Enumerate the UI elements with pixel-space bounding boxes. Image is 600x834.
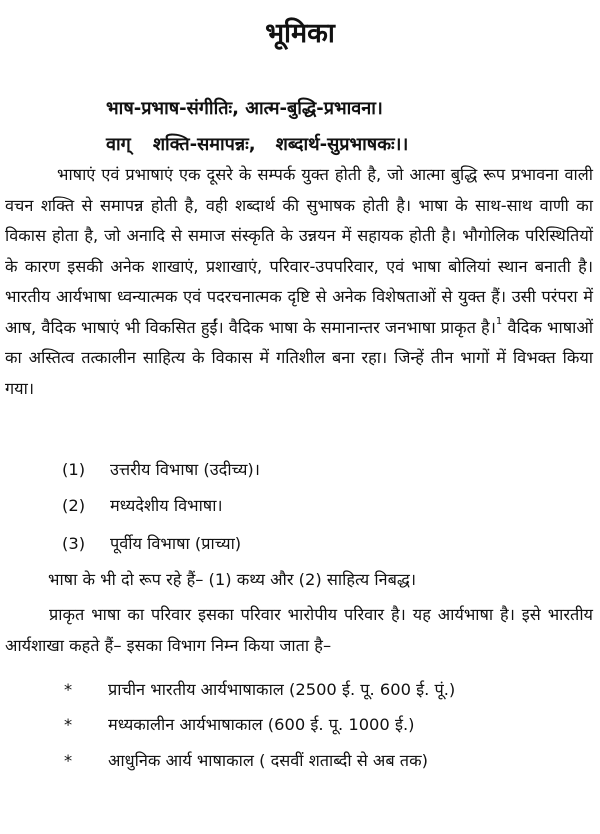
footnote-reference: 1 (495, 315, 503, 327)
period-text: मध्यकालीन आर्यभाषाकाल (600 ई. पू. 1000 ई.) (108, 715, 415, 734)
division-item (62, 493, 223, 519)
two-forms-line: भाषा के भी दो रूप रहे हैं– (1) कथ्य और (2) साहित्य निबद्ध। (48, 570, 417, 589)
division-text: पूर्वीय विभाषा (प्राच्या) (110, 534, 242, 553)
page-title: भूमिका (265, 18, 335, 49)
verse-line-2-part-2: शक्ति-समापन्नः, (152, 134, 256, 155)
verse-line-2 (106, 132, 408, 158)
division-text: मध्यदेशीय विभाषा। (110, 496, 223, 515)
period-item (58, 748, 428, 774)
period-item (58, 712, 414, 738)
division-number: (1) (62, 460, 86, 479)
division-number: (2) (62, 496, 86, 515)
verse-line-2-part-1: वाग् (106, 134, 131, 155)
division-number: (3) (62, 534, 86, 553)
division-item (62, 457, 260, 483)
intro-paragraph-text: भाषाएं एवं प्रभाषाएं एक दूसरे के सम्पर्क युक्त होती है, जो आत्मा बुद्धि रूप प्रभावना वाली वचन शक्ति से समापन्न होती है, वही शब्दार्थ की सुभाषक होती है। भाषा के साथ-साथ वाणी का विकास होता है, जो अनादि से समाज संस्कृति के उन्नयन में सहायक होती है। भौगोलिक परिस्थितियों के कारण इसकी अनेक शाखाएं, प्रशाखाएं, परिवार-उपपरिवार, एवं भाषा बोलियां स्थान बनाती है। भारतीय आर्यभाषा ध्वन्यात्मक एवं पदरचनात्मक दृष्टि से अनेक विशेषताओं से युक्त हैं। उसी परंपरा में आष, वैदिक भाषाएं भी विकसित हुईं। वैदिक भाषा के समानान्तर जनभाषा प्राकृत है। (5, 165, 593, 337)
verse-line-1: भाष-प्रभाष-संगीतिः, आत्म-बुद्धि-प्रभावना। (106, 98, 383, 119)
asterisk-bullet: * (64, 680, 73, 699)
verse-line-2-part-3: शब्दार्थ-सुप्रभाषकः।। (275, 134, 409, 155)
intro-paragraph (5, 160, 593, 404)
division-item (62, 531, 241, 557)
asterisk-bullet: * (64, 751, 73, 770)
period-item (58, 677, 455, 703)
family-paragraph: प्राकृत भाषा का परिवार इसका परिवार भारोपीय परिवार है। यह आर्यभाषा है। इसे भारतीय आर्यशाखा कहते हैं– इसका विभाग निम्न किया जाता है– (5, 605, 593, 655)
intro-paragraph-continuation: वैदिक भाषाओं का अस्तित्व तत्कालीन साहित्य के विकास में गतिशील बना रहा। जिन्हें तीन भागों में विभक्त किया गया। (5, 317, 593, 398)
asterisk-bullet: * (64, 715, 73, 734)
period-text: आधुनिक आर्य भाषाकाल ( दसवीं शताब्दी से अब तक) (108, 751, 428, 770)
division-text: उत्तरीय विभाषा (उदीच्य)। (110, 460, 260, 479)
period-text: प्राचीन भारतीय आर्यभाषाकाल (2500 ई. पू. 600 ई. पूं.) (108, 680, 456, 699)
